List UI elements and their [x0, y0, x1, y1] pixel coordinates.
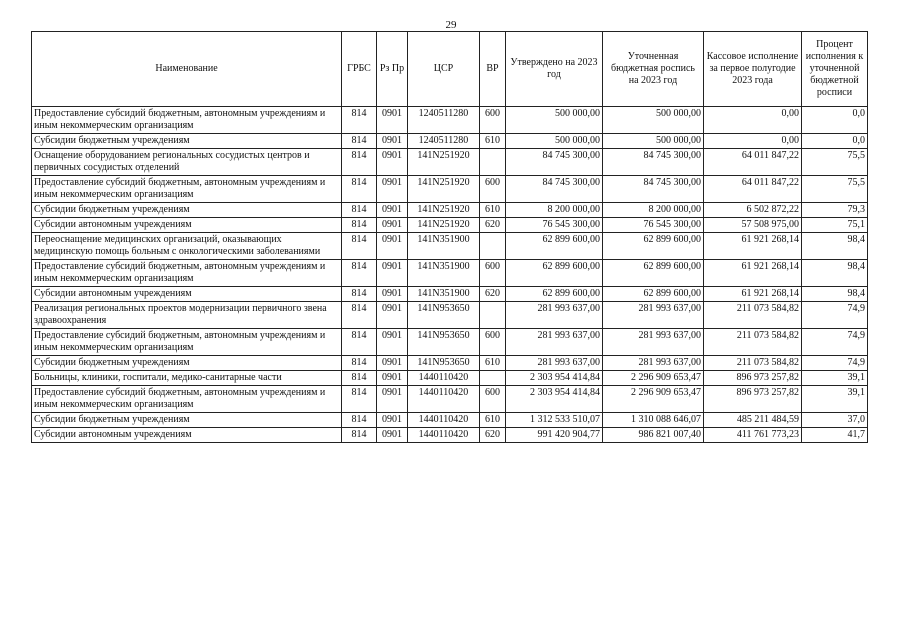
cell-approved: 500 000,00	[506, 107, 603, 134]
table-row	[32, 203, 868, 218]
cell-vr: 610	[480, 134, 506, 149]
cell-name: Субсидии бюджетным учреждениям	[32, 203, 342, 218]
cell-vr: 600	[480, 260, 506, 287]
table-row	[32, 176, 868, 203]
cell-name: Предоставление субсидий бюджетным, автономным учреждениям и иным некоммерческим организациям	[32, 386, 342, 413]
cell-executed: 896 973 257,82	[704, 386, 802, 413]
cell-grbs: 814	[342, 302, 377, 329]
cell-csr: 1240511280	[408, 134, 480, 149]
cell-approved: 281 993 637,00	[506, 329, 603, 356]
cell-name: Предоставление субсидий бюджетным, автономным учреждениям и иным некоммерческим организациям	[32, 329, 342, 356]
cell-name: Переоснащение медицинских организаций, оказывающих медицинскую помощь больным с онкологическими заболеваниями	[32, 233, 342, 260]
table-row	[32, 149, 868, 176]
cell-executed: 61 921 268,14	[704, 233, 802, 260]
cell-approved: 281 993 637,00	[506, 302, 603, 329]
table-row	[32, 428, 868, 443]
cell-vr	[480, 149, 506, 176]
cell-refined: 2 296 909 653,47	[603, 386, 704, 413]
cell-vr: 620	[480, 428, 506, 443]
cell-approved: 62 899 600,00	[506, 233, 603, 260]
column-header-name: Наименование	[32, 32, 342, 107]
cell-executed: 64 011 847,22	[704, 176, 802, 203]
cell-csr: 141N953650	[408, 356, 480, 371]
cell-vr: 620	[480, 218, 506, 233]
cell-rzpr: 0901	[377, 356, 408, 371]
cell-vr: 600	[480, 107, 506, 134]
cell-csr: 1440110420	[408, 386, 480, 413]
table-row	[32, 386, 868, 413]
cell-rzpr: 0901	[377, 287, 408, 302]
cell-grbs: 814	[342, 356, 377, 371]
cell-grbs: 814	[342, 386, 377, 413]
cell-approved: 84 745 300,00	[506, 149, 603, 176]
cell-refined: 76 545 300,00	[603, 218, 704, 233]
cell-approved: 281 993 637,00	[506, 356, 603, 371]
cell-rzpr: 0901	[377, 329, 408, 356]
page-number: 29	[445, 19, 457, 31]
cell-vr: 610	[480, 356, 506, 371]
cell-grbs: 814	[342, 428, 377, 443]
column-header-refined: Уточненная бюджетная роспись на 2023 год	[603, 32, 704, 107]
cell-refined: 8 200 000,00	[603, 203, 704, 218]
cell-csr: 1240511280	[408, 107, 480, 134]
cell-rzpr: 0901	[377, 149, 408, 176]
cell-refined: 62 899 600,00	[603, 260, 704, 287]
cell-grbs: 814	[342, 413, 377, 428]
cell-percent: 0,0	[802, 134, 868, 149]
cell-percent: 41,7	[802, 428, 868, 443]
cell-vr: 610	[480, 203, 506, 218]
cell-rzpr: 0901	[377, 203, 408, 218]
cell-rzpr: 0901	[377, 302, 408, 329]
cell-rzpr: 0901	[377, 371, 408, 386]
table-row	[32, 371, 868, 386]
table-row	[32, 302, 868, 329]
table-row	[32, 413, 868, 428]
cell-csr: 141N251920	[408, 203, 480, 218]
cell-percent: 74,9	[802, 356, 868, 371]
cell-grbs: 814	[342, 107, 377, 134]
cell-csr: 1440110420	[408, 371, 480, 386]
cell-executed: 0,00	[704, 134, 802, 149]
table-row	[32, 233, 868, 260]
cell-vr: 600	[480, 176, 506, 203]
cell-vr: 620	[480, 287, 506, 302]
cell-approved: 8 200 000,00	[506, 203, 603, 218]
cell-grbs: 814	[342, 134, 377, 149]
cell-rzpr: 0901	[377, 233, 408, 260]
cell-executed: 211 073 584,82	[704, 302, 802, 329]
cell-csr: 141N251920	[408, 218, 480, 233]
table-row	[32, 134, 868, 149]
cell-rzpr: 0901	[377, 413, 408, 428]
cell-csr: 141N351900	[408, 287, 480, 302]
cell-percent: 37,0	[802, 413, 868, 428]
column-header-rzpr: Рз Пр	[377, 32, 408, 107]
column-header-approved: Утверждено на 2023 год	[506, 32, 603, 107]
cell-name: Субсидии автономным учреждениям	[32, 428, 342, 443]
cell-vr: 600	[480, 386, 506, 413]
cell-executed: 6 502 872,22	[704, 203, 802, 218]
cell-percent: 75,5	[802, 149, 868, 176]
cell-csr: 141N351900	[408, 233, 480, 260]
cell-rzpr: 0901	[377, 428, 408, 443]
cell-grbs: 814	[342, 218, 377, 233]
cell-vr: 600	[480, 329, 506, 356]
cell-percent: 74,9	[802, 329, 868, 356]
cell-percent: 98,4	[802, 233, 868, 260]
cell-csr: 141N251920	[408, 176, 480, 203]
cell-grbs: 814	[342, 329, 377, 356]
cell-refined: 62 899 600,00	[603, 233, 704, 260]
cell-rzpr: 0901	[377, 134, 408, 149]
cell-name: Предоставление субсидий бюджетным, автономным учреждениям и иным некоммерческим организациям	[32, 107, 342, 134]
cell-name: Субсидии бюджетным учреждениям	[32, 134, 342, 149]
cell-rzpr: 0901	[377, 218, 408, 233]
column-header-grbs: ГРБС	[342, 32, 377, 107]
cell-vr: 610	[480, 413, 506, 428]
cell-approved: 991 420 904,77	[506, 428, 603, 443]
column-header-vr: ВР	[480, 32, 506, 107]
cell-executed: 211 073 584,82	[704, 329, 802, 356]
cell-grbs: 814	[342, 233, 377, 260]
column-header-csr: ЦСР	[408, 32, 480, 107]
cell-refined: 500 000,00	[603, 134, 704, 149]
cell-refined: 1 310 088 646,07	[603, 413, 704, 428]
cell-percent: 74,9	[802, 302, 868, 329]
cell-csr: 141N351900	[408, 260, 480, 287]
cell-rzpr: 0901	[377, 386, 408, 413]
cell-percent: 39,1	[802, 386, 868, 413]
cell-name: Оснащение оборудованием региональных сосудистых центров и первичных сосудистых отделений	[32, 149, 342, 176]
table-row	[32, 260, 868, 287]
cell-grbs: 814	[342, 149, 377, 176]
cell-name: Субсидии автономным учреждениям	[32, 287, 342, 302]
cell-refined: 281 993 637,00	[603, 356, 704, 371]
cell-percent: 0,0	[802, 107, 868, 134]
cell-percent: 79,3	[802, 203, 868, 218]
cell-refined: 281 993 637,00	[603, 302, 704, 329]
cell-approved: 84 745 300,00	[506, 176, 603, 203]
cell-rzpr: 0901	[377, 107, 408, 134]
cell-percent: 98,4	[802, 287, 868, 302]
cell-grbs: 814	[342, 260, 377, 287]
cell-csr: 141N953650	[408, 329, 480, 356]
cell-rzpr: 0901	[377, 176, 408, 203]
cell-vr	[480, 302, 506, 329]
cell-name: Предоставление субсидий бюджетным, автономным учреждениям и иным некоммерческим организациям	[32, 176, 342, 203]
cell-name: Реализация региональных проектов модернизации первичного звена здравоохранения	[32, 302, 342, 329]
cell-executed: 64 011 847,22	[704, 149, 802, 176]
cell-approved: 2 303 954 414,84	[506, 371, 603, 386]
cell-refined: 2 296 909 653,47	[603, 371, 704, 386]
cell-approved: 500 000,00	[506, 134, 603, 149]
cell-grbs: 814	[342, 203, 377, 218]
cell-vr	[480, 233, 506, 260]
cell-executed: 211 073 584,82	[704, 356, 802, 371]
cell-refined: 84 745 300,00	[603, 176, 704, 203]
cell-name: Больницы, клиники, госпитали, медико-санитарные части	[32, 371, 342, 386]
cell-percent: 75,1	[802, 218, 868, 233]
cell-percent: 75,5	[802, 176, 868, 203]
cell-executed: 411 761 773,23	[704, 428, 802, 443]
table-row	[32, 287, 868, 302]
cell-executed: 61 921 268,14	[704, 260, 802, 287]
cell-approved: 62 899 600,00	[506, 260, 603, 287]
cell-approved: 1 312 533 510,07	[506, 413, 603, 428]
cell-refined: 84 745 300,00	[603, 149, 704, 176]
cell-name: Субсидии бюджетным учреждениям	[32, 413, 342, 428]
cell-grbs: 814	[342, 287, 377, 302]
table-row	[32, 107, 868, 134]
cell-name: Субсидии бюджетным учреждениям	[32, 356, 342, 371]
cell-approved: 76 545 300,00	[506, 218, 603, 233]
cell-grbs: 814	[342, 371, 377, 386]
cell-vr	[480, 371, 506, 386]
table-row	[32, 218, 868, 233]
cell-csr: 1440110420	[408, 413, 480, 428]
cell-refined: 500 000,00	[603, 107, 704, 134]
cell-approved: 2 303 954 414,84	[506, 386, 603, 413]
table-row	[32, 329, 868, 356]
cell-executed: 896 973 257,82	[704, 371, 802, 386]
cell-refined: 62 899 600,00	[603, 287, 704, 302]
cell-name: Предоставление субсидий бюджетным, автономным учреждениям и иным некоммерческим организациям	[32, 260, 342, 287]
cell-approved: 62 899 600,00	[506, 287, 603, 302]
column-header-percent: Процент исполнения к уточненной бюджетной росписи	[802, 32, 868, 107]
cell-percent: 39,1	[802, 371, 868, 386]
cell-executed: 485 211 484,59	[704, 413, 802, 428]
cell-percent: 98,4	[802, 260, 868, 287]
cell-executed: 57 508 975,00	[704, 218, 802, 233]
table-header-row	[32, 32, 868, 107]
cell-grbs: 814	[342, 176, 377, 203]
column-header-executed: Кассовое исполнение за первое полугодие 2023 года	[704, 32, 802, 107]
table-row	[32, 356, 868, 371]
cell-executed: 0,00	[704, 107, 802, 134]
cell-csr: 1440110420	[408, 428, 480, 443]
cell-csr: 141N251920	[408, 149, 480, 176]
cell-refined: 986 821 007,40	[603, 428, 704, 443]
cell-csr: 141N953650	[408, 302, 480, 329]
cell-refined: 281 993 637,00	[603, 329, 704, 356]
cell-name: Субсидии автономным учреждениям	[32, 218, 342, 233]
cell-rzpr: 0901	[377, 260, 408, 287]
budget-table	[31, 31, 868, 443]
cell-executed: 61 921 268,14	[704, 287, 802, 302]
